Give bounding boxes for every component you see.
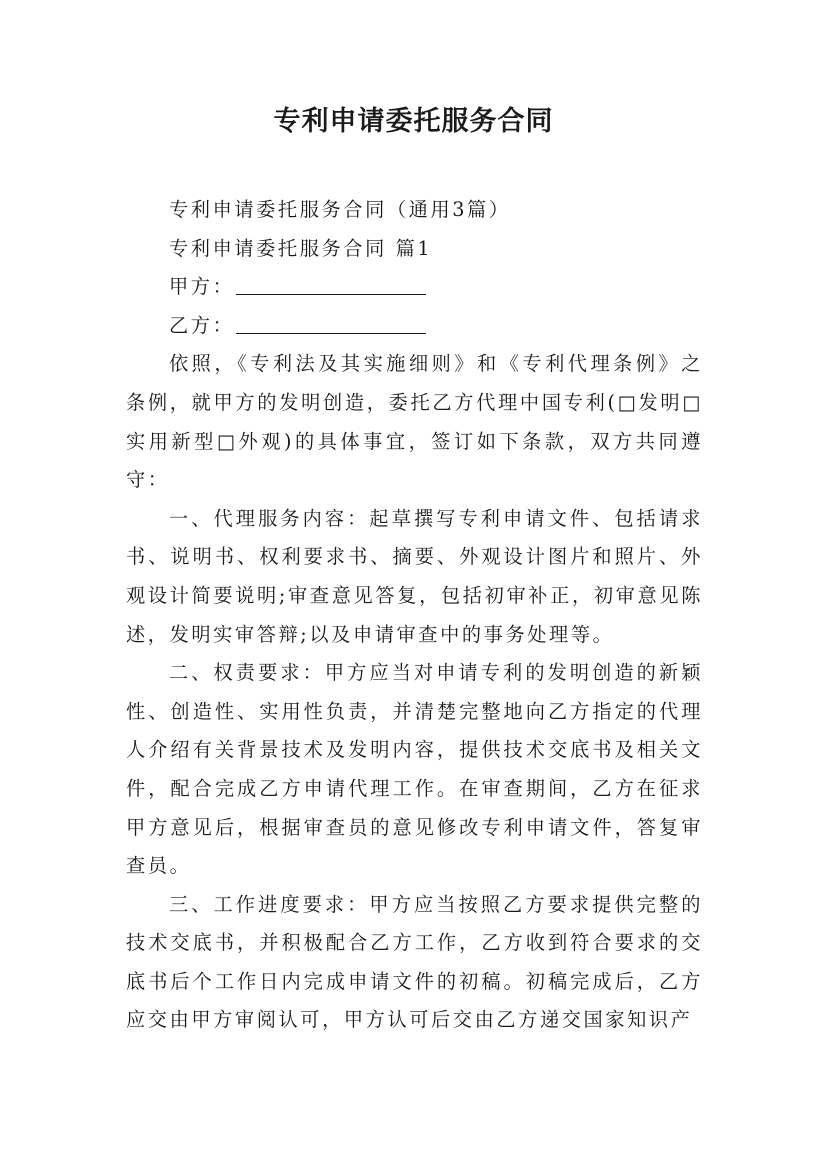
party-a-label: 甲方： xyxy=(169,275,235,299)
party-b-label: 乙方： xyxy=(169,313,235,337)
document-subtitle: 专利申请委托服务合同（通用3篇） xyxy=(169,198,511,221)
document-title: 专利申请委托服务合同 xyxy=(273,106,554,137)
paragraph-responsibilities: 二、权责要求：甲方应当对申请专利的发明创造的新颖性、创造性、实用性负责，并清楚完整地向乙方指定的代理人介绍有关背景技术及发明内容，提供技术交底书及相关文件，配合完成乙方申请代理工作。在审查期间，乙方在征求甲方意见后，根据审查员的意见修改专利申请文件，答复审查员。 xyxy=(126,661,703,878)
paragraph-service-content: 一、代理服务内容：起草撰写专利申请文件、包括请求书、说明书、权利要求书、摘要、外观设计图片和照片、外观设计简要说明;审查意见答复，包括初审补正，初审意见陈述，发明实审答辩;以及申请审查中的事务处理等。 xyxy=(126,506,703,646)
paragraph-schedule: 三、工作进度要求：甲方应当按照乙方要求提供完整的技术交底书，并积极配合乙方工作，乙方收到符合要求的交底书后个工作日内完成申请文件的初稿。初稿完成后，乙方应交由甲方审阅认可，甲方认可后交由乙方递交国家知识产 xyxy=(126,892,703,1032)
party-a-line xyxy=(126,268,703,307)
party-a-blank xyxy=(236,272,426,295)
paragraph-preamble: 依照，《专利法及其实施细则》和《专利代理条例》之条例，就甲方的发明创造，委托乙方代理中国专利(□发明□实用新型□外观)的具体事宜，签订如下条款，双方共同遵守： xyxy=(126,352,703,492)
party-b-blank xyxy=(236,311,426,334)
party-b-line xyxy=(126,307,703,346)
section-heading: 专利申请委托服务合同 篇1 xyxy=(169,236,433,260)
document-body xyxy=(126,191,703,1040)
